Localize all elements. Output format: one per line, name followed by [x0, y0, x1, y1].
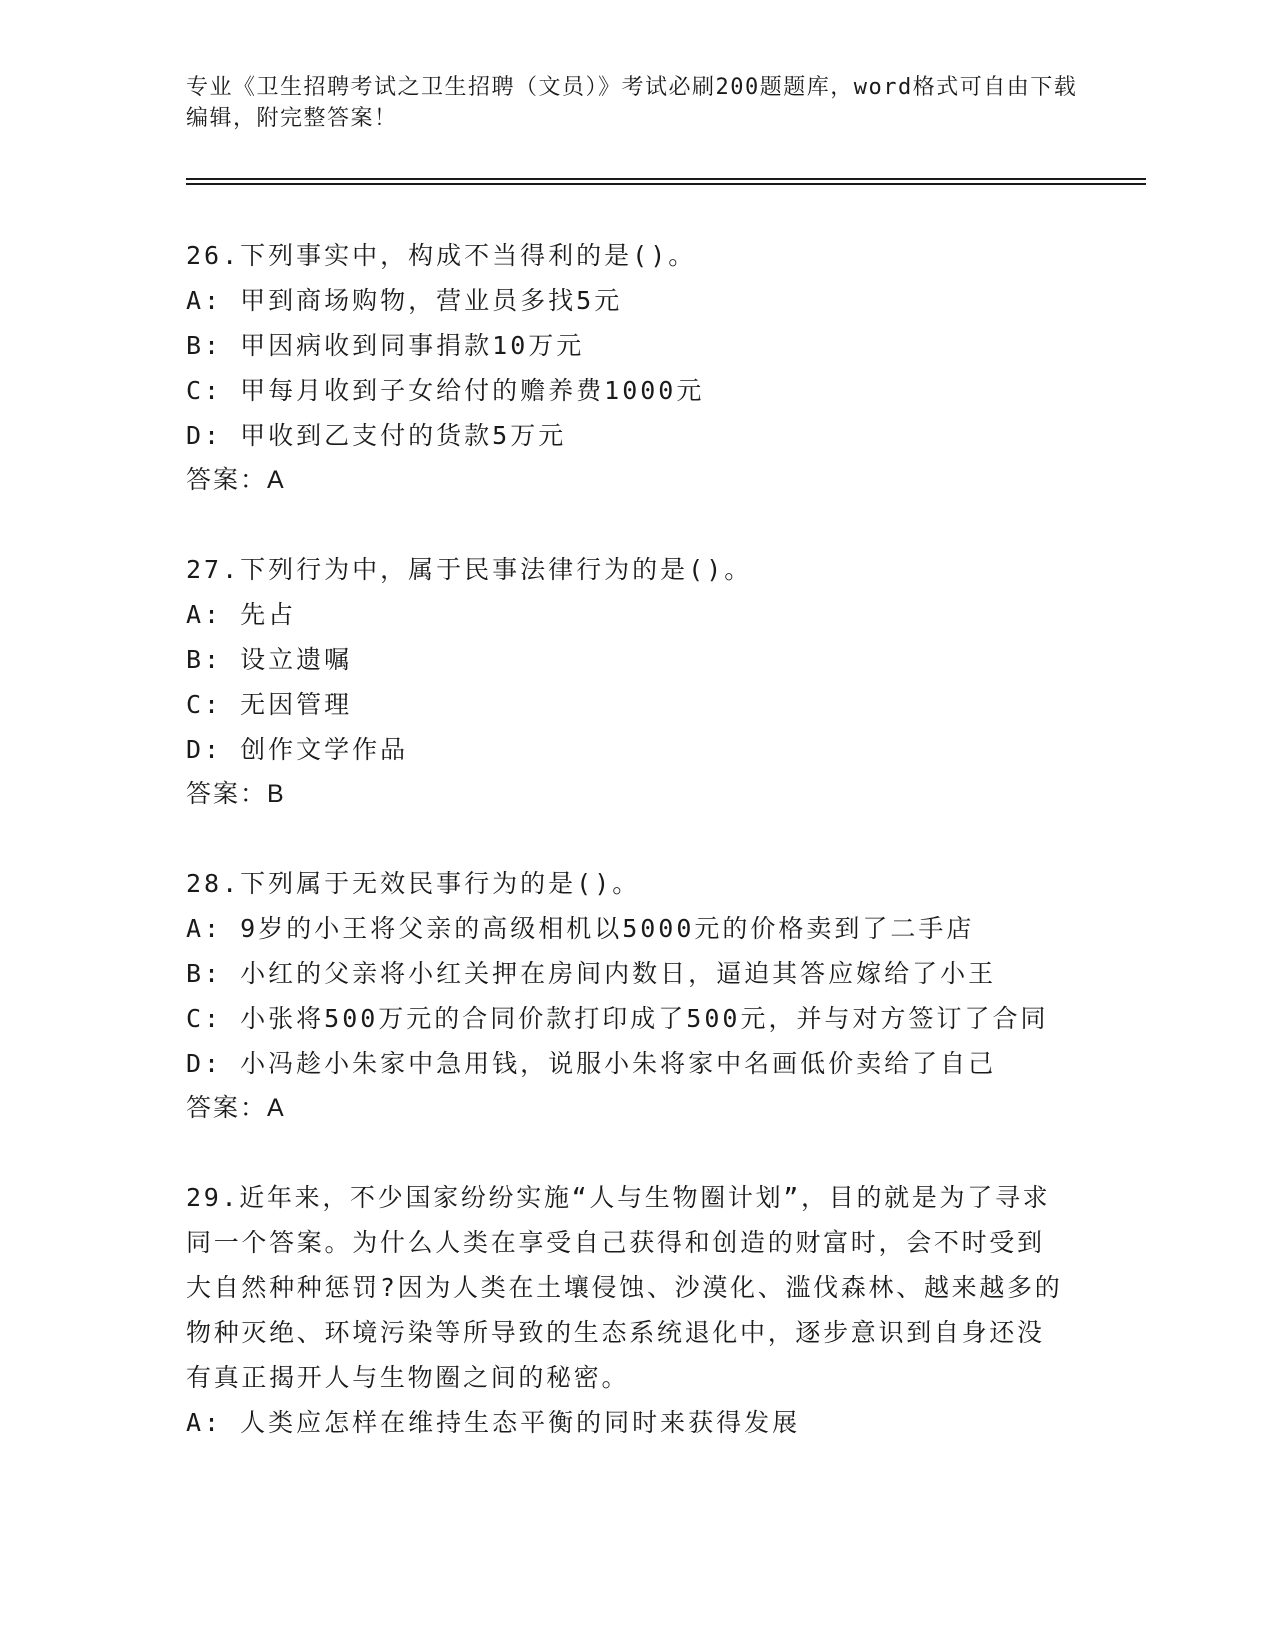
- option-b: B: 甲因病收到同事捐款10万元: [186, 331, 585, 360]
- answer-label: 答案：A: [186, 466, 286, 494]
- header-rule-bottom: [186, 183, 1146, 185]
- option-c: C: 甲每月收到子女给付的赡养费1000元: [186, 376, 705, 405]
- question-26: [186, 233, 1066, 503]
- document-header: 专业《卫生招聘考试之卫生招聘（文员）》考试必刷200题题库，word格式可自由下载编辑，附完整答案！: [186, 75, 1078, 131]
- option-b: B: 设立遗嘱: [186, 645, 353, 674]
- question-stem: 28.下列属于无效民事行为的是()。: [186, 869, 641, 898]
- answer-label: 答案：A: [186, 1094, 286, 1122]
- option-a: A: 9岁的小王将父亲的高级相机以5000元的价格卖到了二手店: [186, 914, 975, 943]
- question-stem: 26.下列事实中，构成不当得利的是()。: [186, 241, 697, 270]
- option-c: C: 无因管理: [186, 690, 353, 719]
- question-stem: 29.近年来，不少国家纷纷实施“人与生物圈计划”，目的就是为了寻求同一个答案。为什么人类在享受自己获得和创造的财富时，会不时受到大自然种种惩罚?因为人类在土壤侵蚀、沙漠化、滥伐森林、越来越多的物种灭绝、环境污染等所导致的生态系统退化中，逐步意识到自身还没有真正揭开人与生物圈之间的秘密。: [186, 1183, 1063, 1392]
- option-a: A: 甲到商场购物，营业员多找5元: [186, 286, 623, 315]
- option-d: D: 创作文学作品: [186, 735, 409, 764]
- option-a: A: 先占: [186, 600, 297, 629]
- option-b: B: 小红的父亲将小红关押在房间内数日，逼迫其答应嫁给了小王: [186, 959, 997, 988]
- option-a: A: 人类应怎样在维持生态平衡的同时来获得发展: [186, 1408, 801, 1437]
- header-rule-top: [186, 178, 1146, 180]
- option-c: C: 小张将500万元的合同价款打印成了500元，并与对方签订了合同: [186, 1004, 1049, 1033]
- question-list: [186, 233, 1066, 1489]
- question-27: [186, 547, 1066, 817]
- question-28: [186, 861, 1066, 1131]
- option-d: D: 甲收到乙支付的货款5万元: [186, 421, 567, 450]
- answer-label: 答案：B: [186, 780, 286, 808]
- question-stem: 27.下列行为中，属于民事法律行为的是()。: [186, 555, 753, 584]
- option-d: D: 小冯趁小朱家中急用钱，说服小朱将家中名画低价卖给了自己: [186, 1049, 997, 1078]
- question-29: [186, 1175, 1066, 1445]
